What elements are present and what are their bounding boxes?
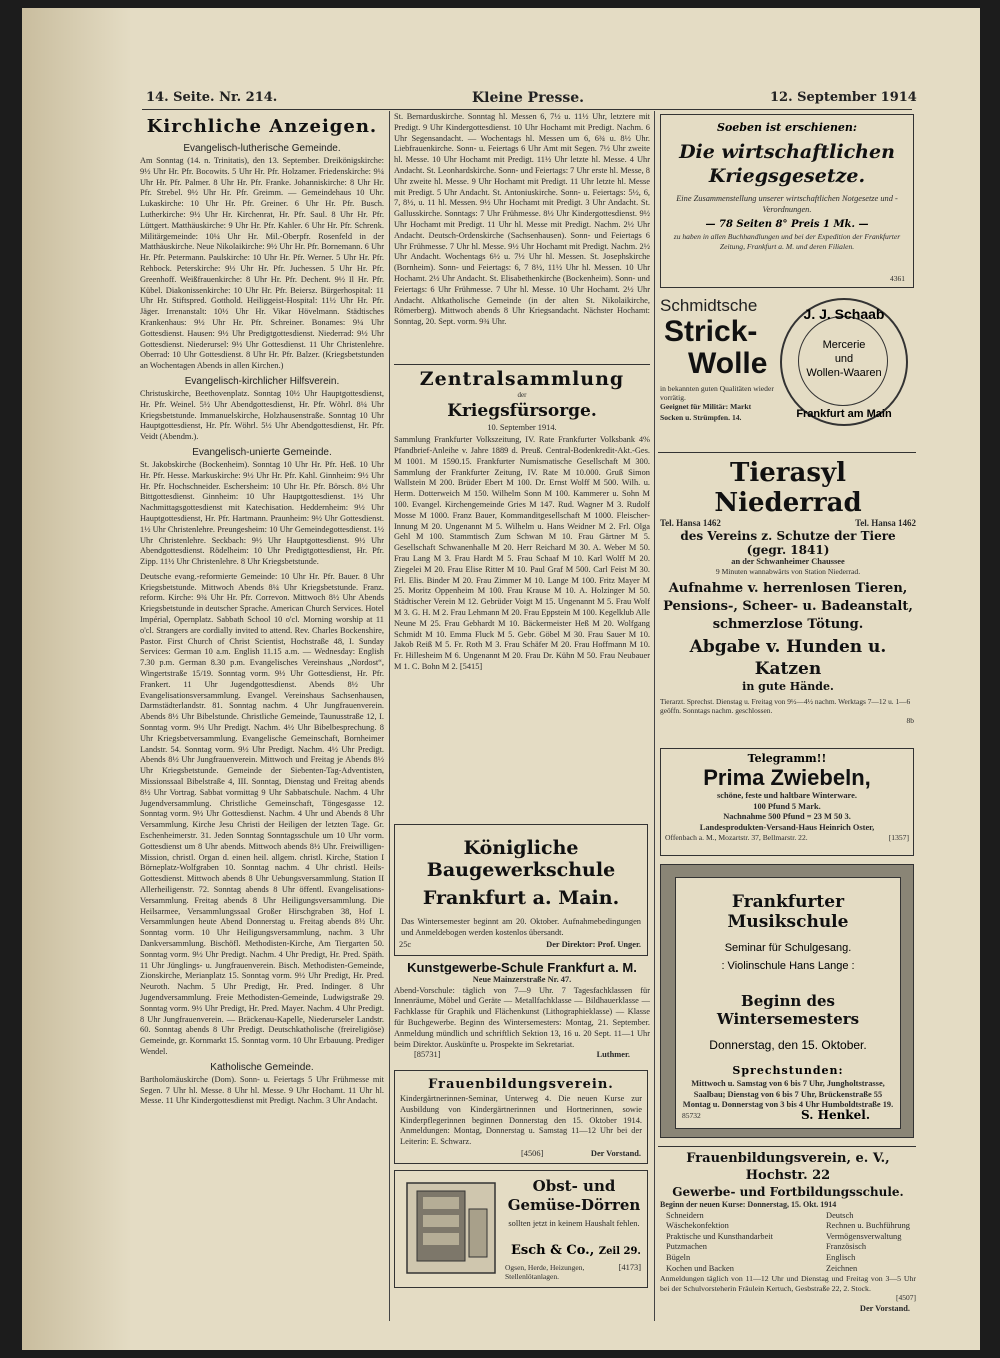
aid-society-heading: Evangelisch-kirchlicher Hilfsverein. — [184, 375, 340, 387]
united-text: St. Jakobskirche (Bockenheim). Sonntag 10 Uhr Hr. Pfr. Heß. 10 Uhr Hr. Pfr. Hesse. Markuskirche: 9½ Uhr Hr. Pfr. Kahl. Ginnheim: 9½ Uhr Hr. Pfr. Hochschneider. Eschersheim: 10 Uhr Hr. Pfr. Börsch. 8½ Uhr Bittgottesdienst. Ginnheim: 10 Uhr Hauptgottesdienst. 1½ Uhr Nachmittagsgottesdienst mit Katechisation. Heddernheim: 9½ Uhr Hauptgottesdienst, Hr. Pfr. Hartmann. Praunheim: 9½ Uhr Gottesdienst. 1½ Uhr Christenlehre. Preungesheim: 10 Uhr Gemeindegottesdienst. 1½ Uhr Christenlehre. Seckbach: 9½ Uhr Hauptgottesdienst. 9½ Uhr Abendgottesdienst. Rödelheim: 10 Uhr Predigtgottesdienst, Hr. Pfr. Zipp. 11½ Uhr Christenlehre. 8 Uhr Kriegsbetstunde. — [140, 459, 384, 567]
fb-signature: Der Vorstand. — [590, 1149, 641, 1159]
obst-firm: Esch & Co., — [511, 1243, 595, 1258]
tierasyl-ad — [660, 458, 916, 725]
fv-course: Wäschekonfektion — [666, 1221, 729, 1231]
fv-course: Putzmachen — [666, 1242, 707, 1252]
bau-title-1: Königliche Baugewerkschule — [426, 837, 616, 881]
pz-firm: Landesprodukten-Versand-Haus Heinrich Oster, — [699, 822, 875, 832]
column-church-notices — [140, 112, 384, 1318]
zs-date: 10. September 1914. — [487, 422, 557, 432]
ta-tel-right: Tel. Hansa 1462 — [855, 518, 916, 528]
fb-number: [4506] — [521, 1149, 544, 1159]
fv-course: Praktische und Kunsthandarbeit — [666, 1231, 773, 1241]
strickwolle-ad — [660, 296, 916, 444]
fv-course: Deutsch — [826, 1210, 854, 1220]
page-content — [22, 8, 980, 1350]
ta-line-1: Aufnahme v. herrenlosen Tieren, — [668, 580, 908, 596]
wg-availability: zu haben in allen Buchhandlungen und bei der Expedition der Frankfurter Zeitung, Frankfurt a. M. und deren Filialen. — [673, 232, 901, 251]
rule-zs — [394, 364, 650, 365]
obst-doerren-ad — [394, 1170, 648, 1288]
zs-der: der — [517, 391, 527, 399]
ta-organization: des Vereins z. Schutze der Tiere (gegr. 1841) — [680, 528, 896, 557]
fortbildungsschule-ad — [660, 1150, 916, 1315]
fv-course: Rechnen u. Buchführung — [826, 1221, 910, 1231]
ms-violin: : Violinschule Hans Lange : — [721, 960, 855, 972]
wg-text: Eine Zusammenstellung unserer wirtschaftlichen Notgesetze und -Verordnungen. — [676, 194, 898, 214]
fv-courses-left — [666, 1211, 773, 1275]
fv-course: Kochen und Backen — [666, 1263, 734, 1273]
rule-tierasyl — [658, 452, 916, 453]
bau-director: Der Direktor: Prof. Unger. — [546, 940, 641, 950]
zs-subtitle: Kriegsfürsorge. — [447, 400, 597, 421]
ta-distance: 9 Minuten wannabwärts von Station Niederrad. — [715, 567, 861, 577]
lutheran-text: Am Sonntag (14. n. Trinitatis), den 13. September. Dreikönigskirche: 9½ Uhr Hr. Pfr. Bocowits. 5 Uhr Hr. Pfr. Holzamer. Friedenskirche: 9¼ Uhr Hr. Pfr. Palmer. 8 Uhr Hr. Pfr. Franke. Johanniskirche: 8 Uhr Hr. Pfr. Strebel. 9½ Uhr Hr. Pfr. Greimm. — Gemeindehaus 10 Uhr. Lukaskirche: 10 Uhr Hr. Pfr. Greiner. 6 Uhr Hr. Pfr. Busch. Lutherkirche: 9½ Uhr Hr. Kirchenrat, Hr. Pfr. Saul. 8 Uhr Hr. Pfr. Lüttgert. Matthäuskirche: 9 Uhr Hr. Pfr. Kahler. 6 Uhr Hr. Pfr. Schrenk. Militärgemeinde: 10¼ Uhr Hr. Mil.-Oberpfr. Rosenfeld in der Matthäuskirche. Neue Nikolaikirche: 9½ Uhr Hr. Pfr. Bornemann. 6 Uhr Hr. Pfr. Petermann. Paulskirche: 10 Uhr Hr. Pfr. Werner. 5 Uhr Hr. Pfr. Rehbock. Peterskirche: 9½ Uhr Hr. Pfr. Juchessen. 5 Uhr Hr. Pfr. Greenhoff. Weißfrauenkirche: 8 Uhr Hr. Pfr. Dechent. 9½ Il Hr. Pfr. Kübel. Diakonissenkirche: 10 Uhr Hr. Pfr. Beiersz. Bürgerhospital: 11 Uhr Hr. Stiftspred. Gotthold. Heiliggeist-Hospital: 11½ Uhr Hr. Pfr. Jäger. Irrenanstalt: 10½ Uhr Hr. Vikar Hövelmann. Städtisches Krankenhaus: 9½ Uhr Hr. Pfr. Schreiner. Bonames: 9¼ Uhr Gottesdienst. Hausen: 9½ Uhr Predigtgottesdienst. Niederrad: 9½ Uhr Gottesdienst. Niederursel: 9½ Uhr Gottesdienst. 11 Uhr Christenlehre. Oberrad: 10 Uhr Gottesdienst. 8 Uhr Hr. Pfr. Balzer. (Kriegsbetstunden an Wochentagen Abends in allen Kirchen.) — [140, 156, 384, 371]
obst-footer: Ogsen, Herde, Heizungen, Stellenlötanlagen. — [505, 1263, 585, 1281]
catholic-continued-text: St. Bernarduskirche. Sonntag hl. Messen 6, 7½ u. 11½ Uhr, letztere mit Predigt. 9 Uhr Kindergottesdienst. 10 Uhr Hochamt mit Predigt. Nachm. 6 Uhr Segensandacht. — Wochentags hl. Messen um 6, 6¾ u. 8½ Uhr. Liebfrauenkirche. Sonn- u. Feiertags 6 Uhr Amt mit Segen. 7½ Uhr zweite hl. Messe. 10 Uhr Hochamt mit Predigt. 11½ Uhr letzte hl. Messe. 4 Uhr Andacht. St. Leonhardskirche. Sonn- und Feiertags: 7 Uhr erste hl. Messe, 8 Uhr zweite hl. Messe. 9 Uhr Hochamt mit Predigt. 11 Uhr letzte hl. Messe mit Predigt. 5 Uhr Andacht. St. Antoniuskirche. Sonn- u. Feiertags: 5½, 6, 7, 8½, u. 11 hl. Messen. 9½ Uhr Hochamt mit Predigt. 3 Uhr Andacht. St. Gallusskirche. Sonntags: 7 Uhr Frühmesse. 8½ Uhr Kindergottesdienst. 9½ Uhr Hochamt mit Predigt. 11 Uhr hl. Messe mit Predigt. Nachm. 2½ Uhr Andacht. Deutsch-Ordenskirche (Sachsenhausen). Sonn- und Feiertags 6 Uhr Frühmesse. 7 Uhr hl. Messe. 9½ Uhr Hochamt mit Predigt. Nachm. 2½ Uhr Andacht. Wochentags 6½ u. 7½ Uhr hl. Messen. St. Josephskirche (Bornheim). Sonn- und Feiertags: 6, 7 8½, 11½ Uhr hl. Messen. 10 Uhr Hochamt. 2½ Uhr Andacht. St. Elisabethenkirche (Bockenheim). Sonn- und Feiertags: 6 Uhr Frühmesse. 7 Uhr hl. Messe. 10 Uhr Hochamt. 2½ Uhr Andacht. Altkatholische Gemeinde (in der alten St. Nikolaikirche, Römerberg). Mittwoch abends 8 Uhr Kriegsandacht. Nächster Hochamt: Sonntag, 20. Sept. vorm. 9¾ Uhr. — [394, 112, 650, 327]
fv-courses-right — [826, 1211, 910, 1275]
ta-line-2: Pensions-, Scheer- u. Badeanstalt, — [663, 598, 913, 614]
united-heading: Evangelisch-unierte Gemeinde. — [192, 446, 332, 458]
lutheran-heading: Evangelisch-lutherische Gemeinde. — [183, 143, 341, 154]
kg-title: Kunstgewerbe-Schule Frankfurt a. M. — [407, 960, 637, 975]
wg-number: 4361 — [890, 274, 905, 284]
header-rule — [142, 109, 912, 110]
sm-line-1: Strick- — [664, 315, 758, 348]
catholic-heading: Katholische Gemeinde. — [210, 1061, 314, 1073]
frauenbildung-seminar-ad — [394, 1070, 648, 1164]
ta-line-5: in gute Hände. — [742, 679, 834, 693]
church-notices-title: Kirchliche Anzeigen. — [146, 116, 378, 137]
other-congregations-text: Deutsche evang.-reformierte Gemeinde: 10 Uhr Hr. Pfr. Bauer. 8 Uhr Kriegsbetstunde. Mittwoch Abends 8¼ Uhr Kriegsbetstunde. Franz. reform. Kirche: 9¾ Uhr Hr. Pfr. Correvon. Mittwoch 8½ Uhr Abends Kriegsbetstunde in deutscher Sprache. American Church Services. Hotel Impérial, Opernplatz. Sabbath School 10 o'cl. Morning worship at 11 o'cl. Strangers are cordially invited to attend. Rev. Charles Bockenshire, Pastor. First Church of Christ Scientist, Hochstraße 48, I. Sunday Services: German 10 a.m. English 11.15 a.m. — Wednesday: English 7.30 p.m. German 8.30 p.m. Evangelisches Vereinshaus „Nordost“, Wingertstraße 15/19. Sonntag vorm. 9½ Uhr Gottesdienst, Hr. Pfr. Frankert. 11 Uhr Jugendgottesdienst. Abends 8½ Uhr Evangelisationsversammlung. Evangel. Vereinshaus Sachsenhausen, Darmstädterlandstr. 81. Sonntag nachm. 4 Uhr Jungfrauenverein. Abends 8½ Uhr Bibelstunde. Christliche Gemeinde, Taunusstraße 12, I. Sonntag vorm. 9½ Uhr Predigt. Nachm. 4½ Uhr Bibelbesprechung. 8 Uhr Kriegsbetversammlung. Evangelische Gemeinschaft, Bornheimer Landstr. 54. Sonntag vorm. 9½ Uhr Predigt. Nachm. 4½ Uhr Predigt. Abends 8½ Uhr Jungfrauenverein. Mittwoch und Freitag je Abends 8½ Uhr Kriegsbetstunde. Gemeinde der Siebenten-Tag-Adventisten, Missionssaal Bibelstraße 4, III. Sonntag, Dienstag und Freitag abends 8½ Uhr Vortrag. Sabbat vormittag 9 Uhr Sabbatschule. Nachm. 4 Uhr Jugendversammlung. Christliche Gemeinschaft, Töngesgasse 12. Sonntag vorm. 9½ Uhr Gottesdienst. Nachm. 4 Uhr und Abends 8 Uhr Versammlung. Kirche Jesu Christi der Heiligen der letzten Tage. Gr. Eschenheimerstr. 31. Jeden Sonntag Sonntagsschule um 10 Uhr vorm. Gottesdienst um 8 Uhr abends. Mittwoch abends 8½ Uhr. Freiwilligen-Mission, christl. Organ d. einen heil. allgem. christl. Kirche, Station I Börneplatz-Wolfgraben 10. Sonntag nachm. 4 Uhr christl. Heils-Gottesdienst. Mittwoch abends 8 Uhr Uebungsversammlung. Station II Allerheiligenstr. 72. Sonntag abends 8 Uhr öffentl. Evangelisations-Versammlung. Freitag abends 8 Uhr Heiligungsversammlung. Die Heilsarmee, Versammlungssaal Großer Hirschgraben 38, Hof I. Versammlungen heute Abend Donnerstag u. Freitag abends 8½ Uhr. Sonntag vorm. 10 Uhr Heiligungsversammlung, nachm. 3 Uhr Dankversammlung. Bischöfl. Methodisten-Kirche, Am Tiergarten 50. Sonntag vorm. 9½ Uhr Predigt. Nachm. 4 Uhr Predigt, Hr. Pred. Späth. 11 Uhr Jünglings- u. Jungfrauenverein. Bisch. Methodisten-Gemeinde, Zionskirche, Merianplatz 15. Sonntag vorm. 9½ Uhr Predigt, Hr. Pred. Neuroth. Nachm. 5 Uhr Predigt, Hr. Pred. Indinger. 8 Uhr Jugendversammlung. Freie Methodisten-Gemeinde, Ludwigstraße 29. Sonntag vorm. 9½ Uhr Predigt, Hr. Pred. Mayer. Nachm. 4 Uhr Predigt. 8 Uhr Jungfrauenverein. — Bräckenau-Kapelle, Niederurseler Landstr. 60. Sonntag abends 8 Uhr Predigt. Deutschkatholische (freireligiöse) Gemeinde, gr. Kornmarkt 15. Sonntag vorm. 10 Uhr Erbauung. Prediger Wendel. — [140, 571, 384, 1056]
pz-telegram: Telegramm!! — [747, 752, 827, 765]
fv-text: Anmeldungen täglich von 11—12 Uhr und Dienstag und Freitag von 3—5 Uhr bei der Schulvorsteherin Fräulein Kertuch, Gesbstraße 22, 2. Stock. — [660, 1274, 916, 1293]
sm-military: Geeignet für Militär: — [660, 402, 729, 411]
fb-text: Kindergärtnerinnen-Seminar, Unterweg 4. Die neuen Kurse zur Ausbildung von Kindergärtnerinnen und Hortnerinnen, sowie Kinderpflegerinnen beginnen Donnerstag den 15. Oktober 1914. Anmeldungen: Montag, Donnerstag u. Samstag 11—12 Uhr bei der Leiterin: E. Schwarz. — [400, 1094, 642, 1147]
newspaper-title: Kleine Presse. — [472, 90, 585, 106]
ms-number: 85732 — [682, 1111, 701, 1121]
bau-title-2: Frankfurt a. Main. — [422, 887, 620, 909]
fv-course: Englisch — [826, 1252, 856, 1262]
stamp-mid-2: und — [834, 353, 854, 365]
aid-society-text: Christuskirche, Beethovenplatz. Sonntag 10½ Uhr Hauptgottesdienst, Hr. Pfr. Weinel. 5½ Uhr Abendgottesdienst, Hr. Pfr. Wöhrl. 8¼ Uhr Kriegsbetstunde. Immanuelskirche, Holzhausenstraße. Sonntag 10 Uhr Hauptgottesdienst, Hr. Pfr. Wöhrl. 5½ Uhr Abendgottesdienst, Hr. Pfr. Veidt (Abendm.). — [140, 388, 384, 442]
ms-hours-heading: Sprechstunden: — [732, 1064, 844, 1077]
issue-date: 12. September 1914 — [770, 90, 917, 105]
fv-course: Französisch — [826, 1242, 867, 1252]
bau-text: Das Wintersemester beginnt am 20. Oktober. Aufnahmebedingungen und Anmeldebogen werden kostenlos übersandt. — [401, 917, 641, 937]
fv-course: Vermögensverwaltung — [826, 1231, 902, 1241]
stamp-mid-3: Wollen-Waaren — [806, 367, 882, 379]
obst-address: Zeil 29. — [598, 1246, 641, 1257]
kriegsgesetze-ad — [660, 114, 914, 288]
rule-fv — [658, 1146, 916, 1147]
stamp-mid-1: Mercerie — [822, 339, 866, 351]
dryer-illustration-icon — [403, 1179, 499, 1277]
fv-course: Zeichnen — [826, 1263, 858, 1273]
fv-course: Schneidern — [666, 1210, 704, 1220]
column-middle — [394, 112, 650, 1318]
ms-title: Frankfurter Musikschule — [727, 892, 849, 932]
sm-items: Socken u. Strümpfen. — [660, 412, 731, 422]
ta-line-3: schmerzlose Tötung. — [712, 616, 864, 632]
ms-hours: Mittwoch u. Samstag von 6 bis 7 Uhr, Jungholtstrasse, Saalbau; Dienstag von 6 bis 7 Uhr, Brückenstraße 55 Montag u. Donnerstag von 3 bis 4 Uhr Humboldtstraße 19. — [682, 1079, 894, 1110]
wg-title: Die wirtschaftlichen Kriegsgesetze. — [679, 141, 895, 187]
baugewerkschule-ad — [394, 824, 648, 956]
ms-seminar: Seminar für Schulgesang. — [724, 942, 852, 954]
page-number: 14. Seite. Nr. 214. — [146, 90, 278, 105]
sm-line-2: Wolle — [688, 347, 768, 380]
fv-course: Bügeln — [666, 1252, 691, 1262]
wg-intro: Soeben ist erschienen: — [717, 121, 857, 134]
musikschule-ad — [660, 864, 914, 1138]
zs-title: Zentralsammlung — [419, 368, 625, 390]
ta-line-4: Abgabe v. Hunden u. Katzen — [689, 636, 887, 679]
kg-text: Abend-Vorschule: täglich von 7—9 Uhr. 7 Tagesfachklassen für Innenräume, Möbel und Geräte — Metallfachklasse — Bildhauerklasse — Fachklasse für Graphik und Flächenkunst (Lithographieklasse) — Klasse für Buchgewerbe. Beginn des Wintersemesters: Montag, 21. September. Anmeldung mündlich und schriftlich Sektion 13, 16 u. 20 Sept. 11—1 Uhr beim Direktor. Auskünfte u. Prospekte im Sekretariat. — [394, 985, 650, 1049]
pz-cod: Nachnahme 500 Pfund = 23 M 50 3. — [723, 812, 851, 822]
stamp-name: J. J. Schaab — [803, 306, 885, 322]
sm-markt: Markt — [730, 402, 752, 411]
wg-price: — 78 Seiten 8° Preis 1 Mk. — — [705, 219, 869, 231]
fv-number: [4507] — [896, 1293, 916, 1303]
fv-title: Frauenbildungsverein, e. V., Hochstr. 22 — [686, 1151, 890, 1183]
kunstgewerbe-ad — [394, 960, 650, 1061]
obst-number: [4173] — [618, 1263, 641, 1272]
musikschule-inner — [675, 877, 901, 1129]
column-rule-1 — [389, 111, 390, 1321]
kg-number: [85731] — [414, 1050, 441, 1060]
pz-address: Offenbach a. M., Mozartstr. 37, Bellmarstr. 22. — [665, 833, 808, 843]
ta-title: Tierasyl Niederrad — [714, 458, 862, 518]
zwiebeln-ad — [660, 748, 914, 856]
fb-title: Frauenbildungsverein. — [428, 1077, 614, 1092]
sm-text: in bekannten guten Qualitäten wieder vorrätig. — [660, 384, 774, 402]
column-rule-2 — [654, 111, 655, 1321]
ta-hours: Tierarzt. Sprechst. Dienstag u. Freitag von 9½—4½ nachm. Werktags 7—12 u. 1—6 geöffn. Sonntags nachm. geschlossen. — [660, 696, 911, 715]
newspaper-page — [22, 8, 980, 1350]
sm-brand: Schmidtsche — [660, 296, 758, 315]
ms-date: Donnerstag, den 15. Oktober. — [709, 1038, 867, 1052]
sm-markt-number: 14. — [731, 412, 742, 422]
kg-address: Neue Mainzerstraße Nr. 47. — [472, 975, 572, 984]
pz-title: Prima Zwiebeln, — [703, 765, 871, 790]
catholic-text: Bartholomäuskirche (Dom). Sonn- u. Feiertags 5 Uhr Frühmesse mit Segen. 7 Uhr hl. Messe. 8 Uhr hl. Messe. 9 Uhr Hochamt. 11 Uhr hl. Messe. 11 Uhr Kindergottesdienst mit Predigt. Nachm. 3 Uhr Andacht. — [140, 1074, 384, 1106]
schaab-stamp-icon — [780, 298, 908, 426]
fv-subtitle: Gewerbe- und Fortbildungsschule. — [672, 1185, 904, 1199]
obst-subtitle: sollten jetzt in keinem Haushalt fehlen. — [508, 1219, 640, 1228]
kg-signature: Luthmer. — [596, 1050, 630, 1060]
bau-number: 25c — [399, 940, 412, 950]
fv-signature: Der Vorstand. — [859, 1303, 910, 1313]
stamp-city: Frankfurt am Main — [796, 408, 892, 420]
fv-begin: Beginn der neuen Kurse: Donnerstag, 15. Okt. 1914 — [660, 1200, 837, 1209]
ms-begin: Beginn des Wintersemesters — [716, 992, 860, 1028]
ta-location: an der Schwanheimer Chaussee — [731, 556, 845, 566]
ta-tel-left: Tel. Hansa 1462 — [660, 518, 721, 528]
column-right — [658, 112, 918, 1318]
zentralsammlung-block — [394, 368, 650, 747]
ta-number: 8b — [906, 716, 914, 725]
pz-number: [1357] — [888, 833, 909, 843]
obst-title: Obst- und Gemüse-Dörren — [507, 1177, 641, 1214]
ms-signature: S. Henkel. — [801, 1108, 870, 1122]
zs-text: Sammlung Frankfurter Volkszeitung, IV. Rate Frankfurter Volksbank 4% Pfandbrief-Anleihe v. Jahre 1889 d. Preuß. Central-Bodenkredit-Akt.-Ges. M 1001. M 1590.15. Frankfurter Numismatische Gesellschaft M 300. Sammlung der Frankfurter Zeitung, IV. Rate M 10.000. Gruß Simon Wallstein M 200. Brüder Ebert M 100. Dr. Ernst Wolff M 500. Wilh. u. Herm. Dotterweich M 150. Wilhelm Sonn M 100. Kammerer u. Sohn M 100. Evangel. Kirchengemeinde Gries M 147. Rud. Wagner M 3. Rudolf Mosse M 1000. Franz Bauer, Kommanditgesellschaft M 1000. Fleischer-Innung M 20. Ungenannt M 5. Wilhelm u. Hans Weidner M 2. Frl. Olga Gehl M 100. Stammtisch Zum Schwan M 10. Frau Gärtner M 5. Gesellschaft Schwanenhalle M 20. Herr Reichard M 30. A. Weber M 50. Frau Lang M 3. Frau Hardt M 5. Frau Schaaf M 10. Karl Wolff M 20. Ziegelei M 20. Frau Elise Ritter M 10. Paul Graf M 500. Carl Feist M 30. Frl. Elis. Binder M 20. Frau Zimmer M 10. Lange M 100. Fritz Mayer M 25. Moritz Oppenheim M 100. Frau Krause M 10. A. Holzinger M 50. Städtischer Verein M 12. Gebrüder Voigt M 15. Ungenannt M 5. Frau Wolf M 3. G. H. M 2. Frau Lehmann M 20. Frau Eppstein M 100. Kegelklub Alle Neune M 25. Frau Gebhardt M 10. Bäckermeister Heß M 20. Wolfgang Schmidt M 10. Emma Fluck M 5. Gebr. Göbel M 30. Frau Sauer M 10. Jakob Reiß M 5. Fr. Roth M 3. Frau Schäfer M 20. Frau Hoffmann M 10. Fr. Hillesheim M 6. Ungenannt M 20. Frau Dr. Kühn M 50. Frau Neubauer M 1. C. Bohn M 2. [5415] — [394, 435, 650, 671]
pz-quantity: 100 Pfund 5 Mark. — [753, 801, 821, 811]
pz-subtitle: schöne, feste und haltbare Winterware. — [717, 791, 857, 800]
